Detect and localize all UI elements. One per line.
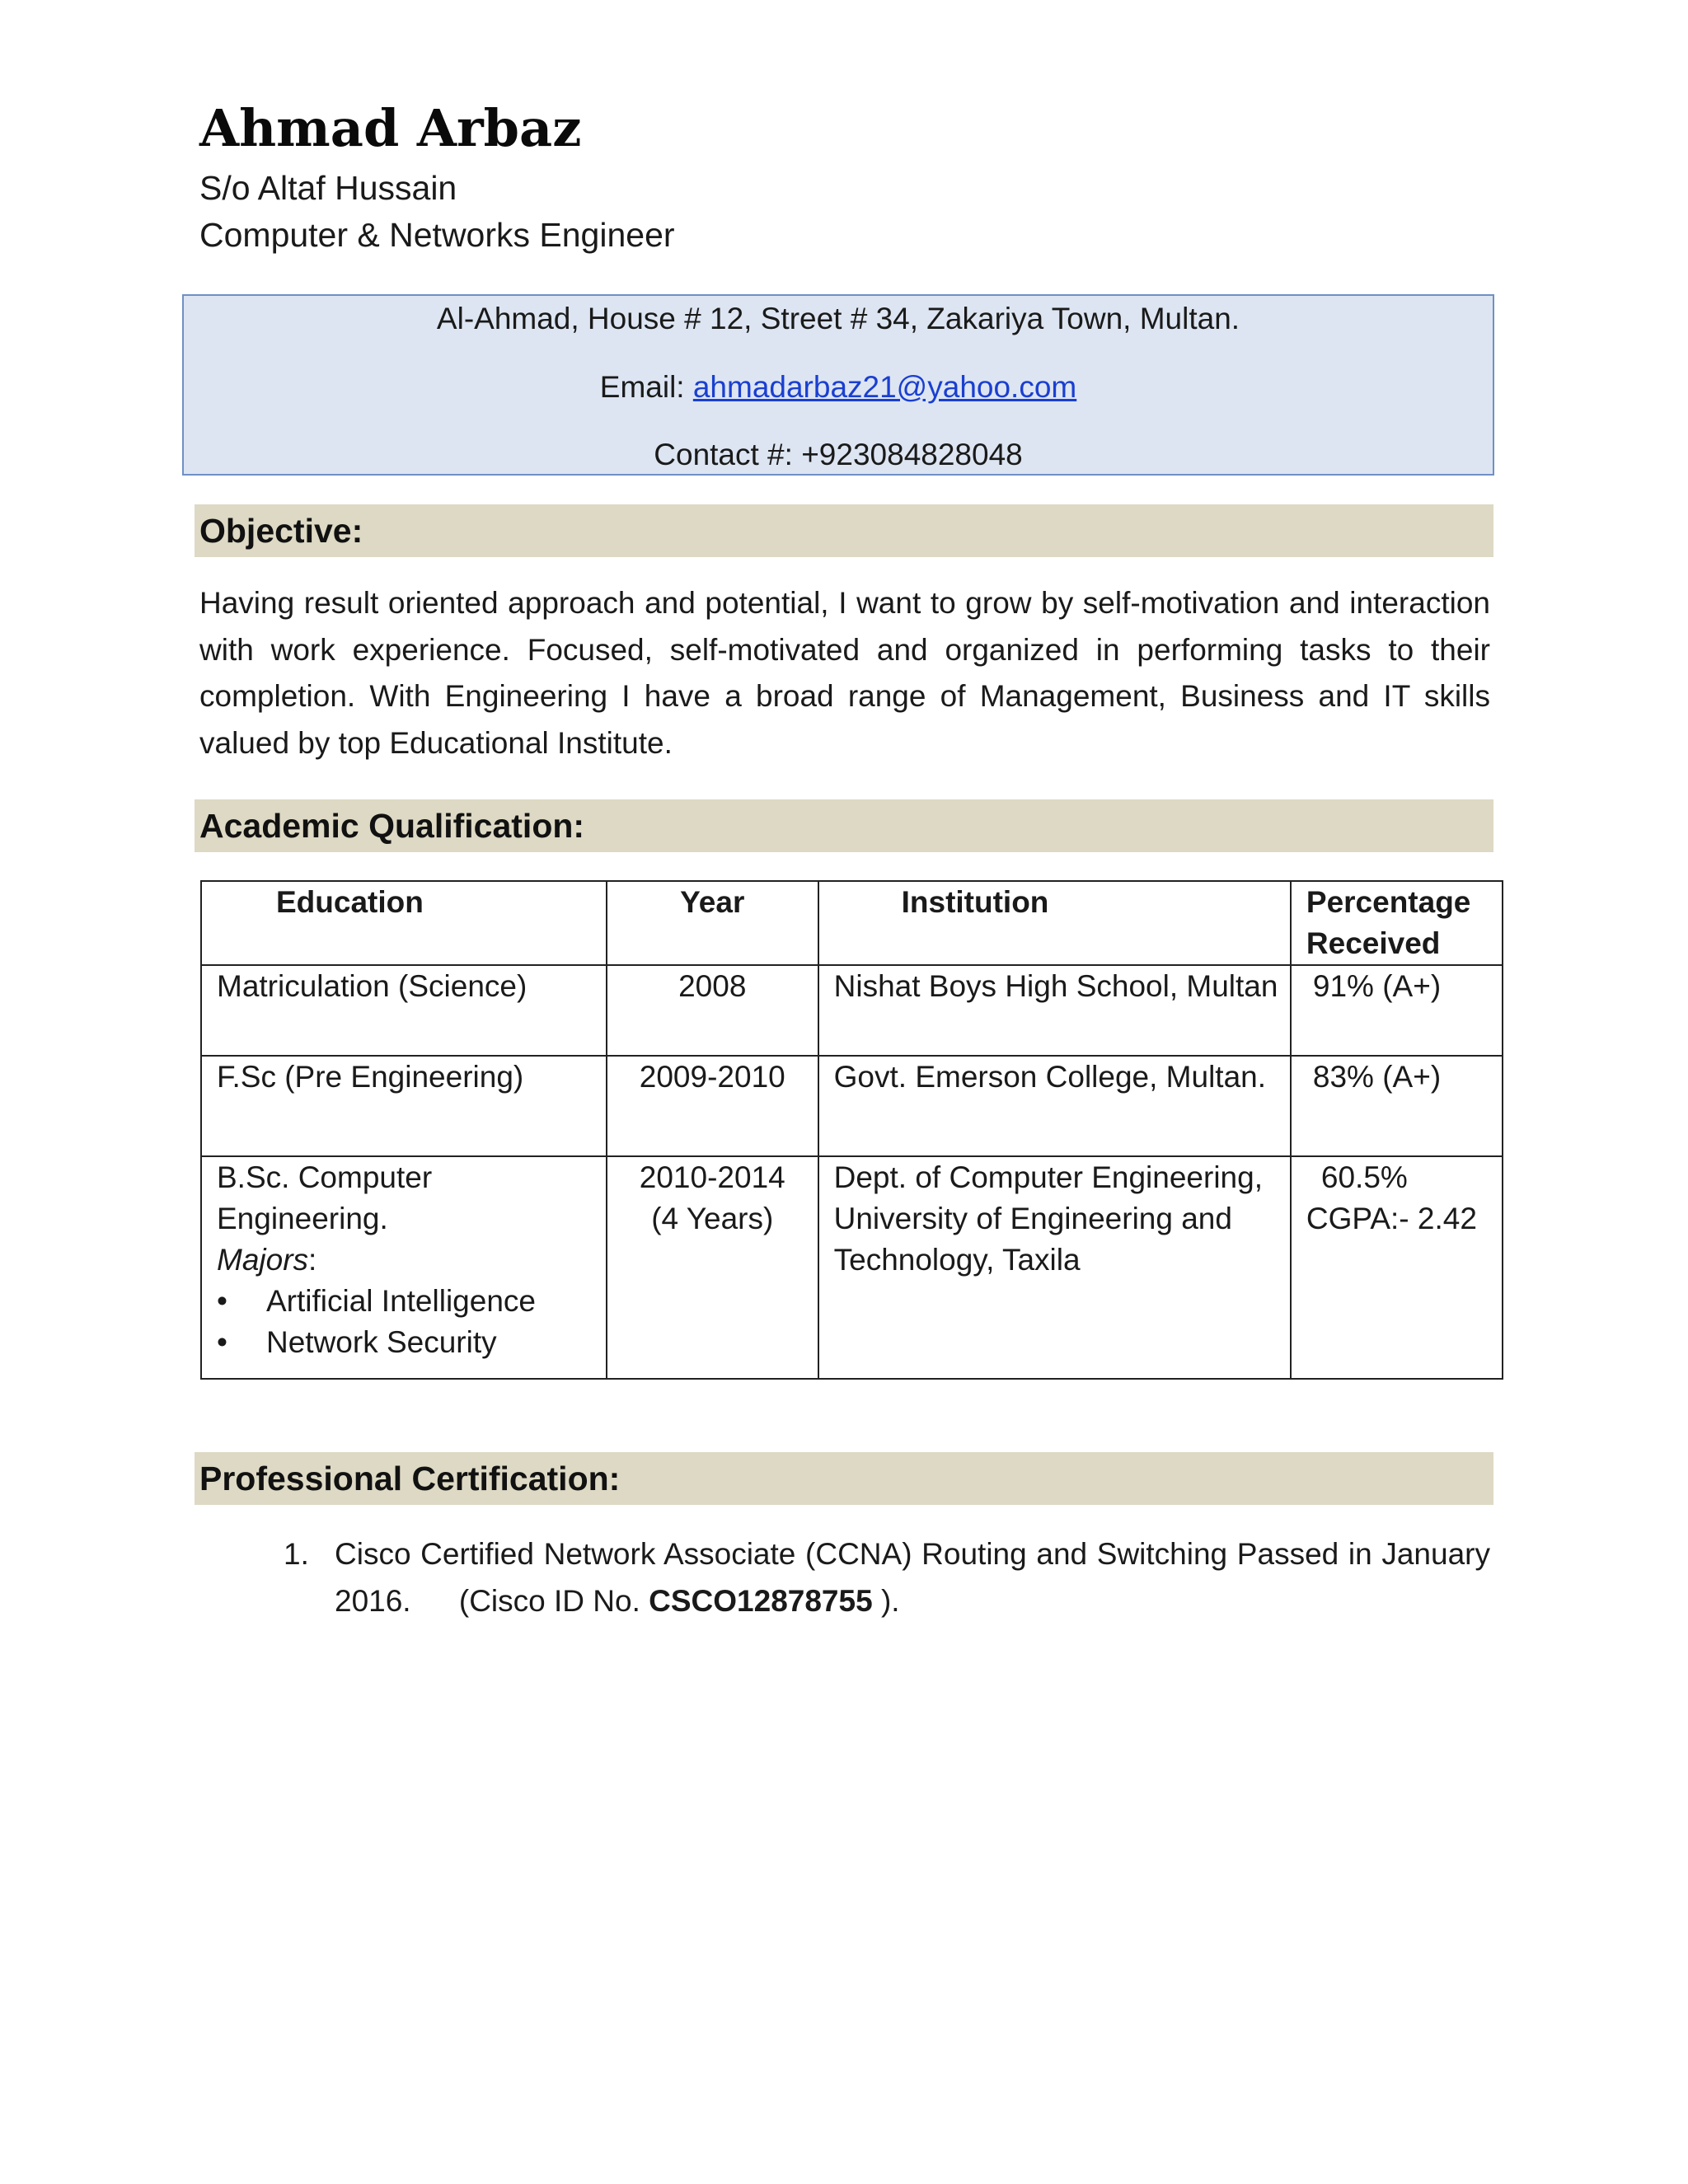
bullet-icon: • (217, 1284, 227, 1318)
list-number: 1. (284, 1537, 309, 1571)
majors-label-line: Majors: (217, 1243, 317, 1277)
education-table (200, 880, 1503, 1380)
year-cell: 2009-2010 (607, 1056, 818, 1156)
academic-header (195, 799, 1493, 852)
email-link[interactable]: ahmadarbaz21@yahoo.com (692, 370, 1077, 404)
objective-header (195, 504, 1493, 557)
email-line (184, 367, 1493, 408)
institution-cell: Nishat Boys High School, Multan (818, 965, 1291, 1056)
list-item (217, 1322, 606, 1363)
year-cell: 2008 (607, 965, 818, 1056)
major-item: Network Security (266, 1325, 497, 1359)
column-header-education: Education (201, 881, 607, 965)
percentage-cell: 83% (A+) (1291, 1056, 1503, 1156)
percentage-cell: 91% (A+) (1291, 965, 1503, 1056)
column-header-institution: Institution (818, 881, 1291, 965)
column-header-year: Year (607, 881, 818, 965)
phone: Contact #: +923084828048 (654, 438, 1023, 471)
education-cell: F.Sc (Pre Engineering) (201, 1056, 607, 1156)
objective-heading: Objective: (199, 512, 363, 550)
cgpa-value: CGPA:- 2.42 (1306, 1202, 1477, 1235)
academic-heading: Academic Qualification: (199, 807, 585, 845)
list-item (217, 1281, 606, 1322)
table-header-row (201, 881, 1503, 965)
certification-heading: Professional Certification: (199, 1460, 621, 1497)
degree-name: B.Sc. Computer Engineering. (217, 1160, 433, 1235)
education-cell: Matriculation (Science) (201, 965, 607, 1056)
year-cell (607, 1156, 818, 1379)
institution-cell: Dept. of Computer Engineering, University of Engineering and Technology, Taxila (818, 1156, 1291, 1379)
percentage-cell (1291, 1156, 1503, 1379)
parent-name: S/o Altaf Hussain (199, 169, 457, 207)
percentage-value: 60.5% (1320, 1160, 1408, 1194)
contact-box (182, 294, 1494, 476)
major-item: Artificial Intelligence (266, 1284, 536, 1318)
table-row (201, 1056, 1503, 1156)
bullet-icon: • (217, 1325, 227, 1359)
cisco-id-prefix: (Cisco ID No. (458, 1583, 649, 1618)
objective-text: Having result oriented approach and potential, I want to grow by self-motivation and interaction with work experience. Focused, self-motivated and organized in performing tasks to their completion. With Engineering I have a broad range of Management, Business and IT skills valued by top Educational Institute. (199, 586, 1490, 760)
year-range: 2010-2014 (639, 1160, 785, 1194)
job-title: Computer & Networks Engineer (199, 216, 675, 254)
majors-label: Majors (217, 1243, 309, 1277)
education-cell (201, 1156, 607, 1379)
table-row (201, 965, 1503, 1056)
cisco-id-suffix: ). (872, 1583, 900, 1618)
year-duration: (4 Years) (651, 1202, 774, 1235)
cisco-id: CSCO12878755 (649, 1583, 873, 1618)
column-header-percentage: Percentage Received (1291, 881, 1503, 965)
table-row (201, 1156, 1503, 1379)
address: Al-Ahmad, House # 12, Street # 34, Zakariya Town, Multan. (436, 302, 1240, 335)
certification-text (335, 1531, 1490, 1624)
certification-header (195, 1452, 1493, 1505)
institution-cell: Govt. Emerson College, Multan. (818, 1056, 1291, 1156)
candidate-name: Ahmad Arbaz (199, 98, 582, 158)
email-label: Email: (599, 370, 693, 404)
certification-description: Cisco Certified Network Associate (CCNA) Routing and Switching Passed in January 2016. (335, 1537, 1490, 1618)
